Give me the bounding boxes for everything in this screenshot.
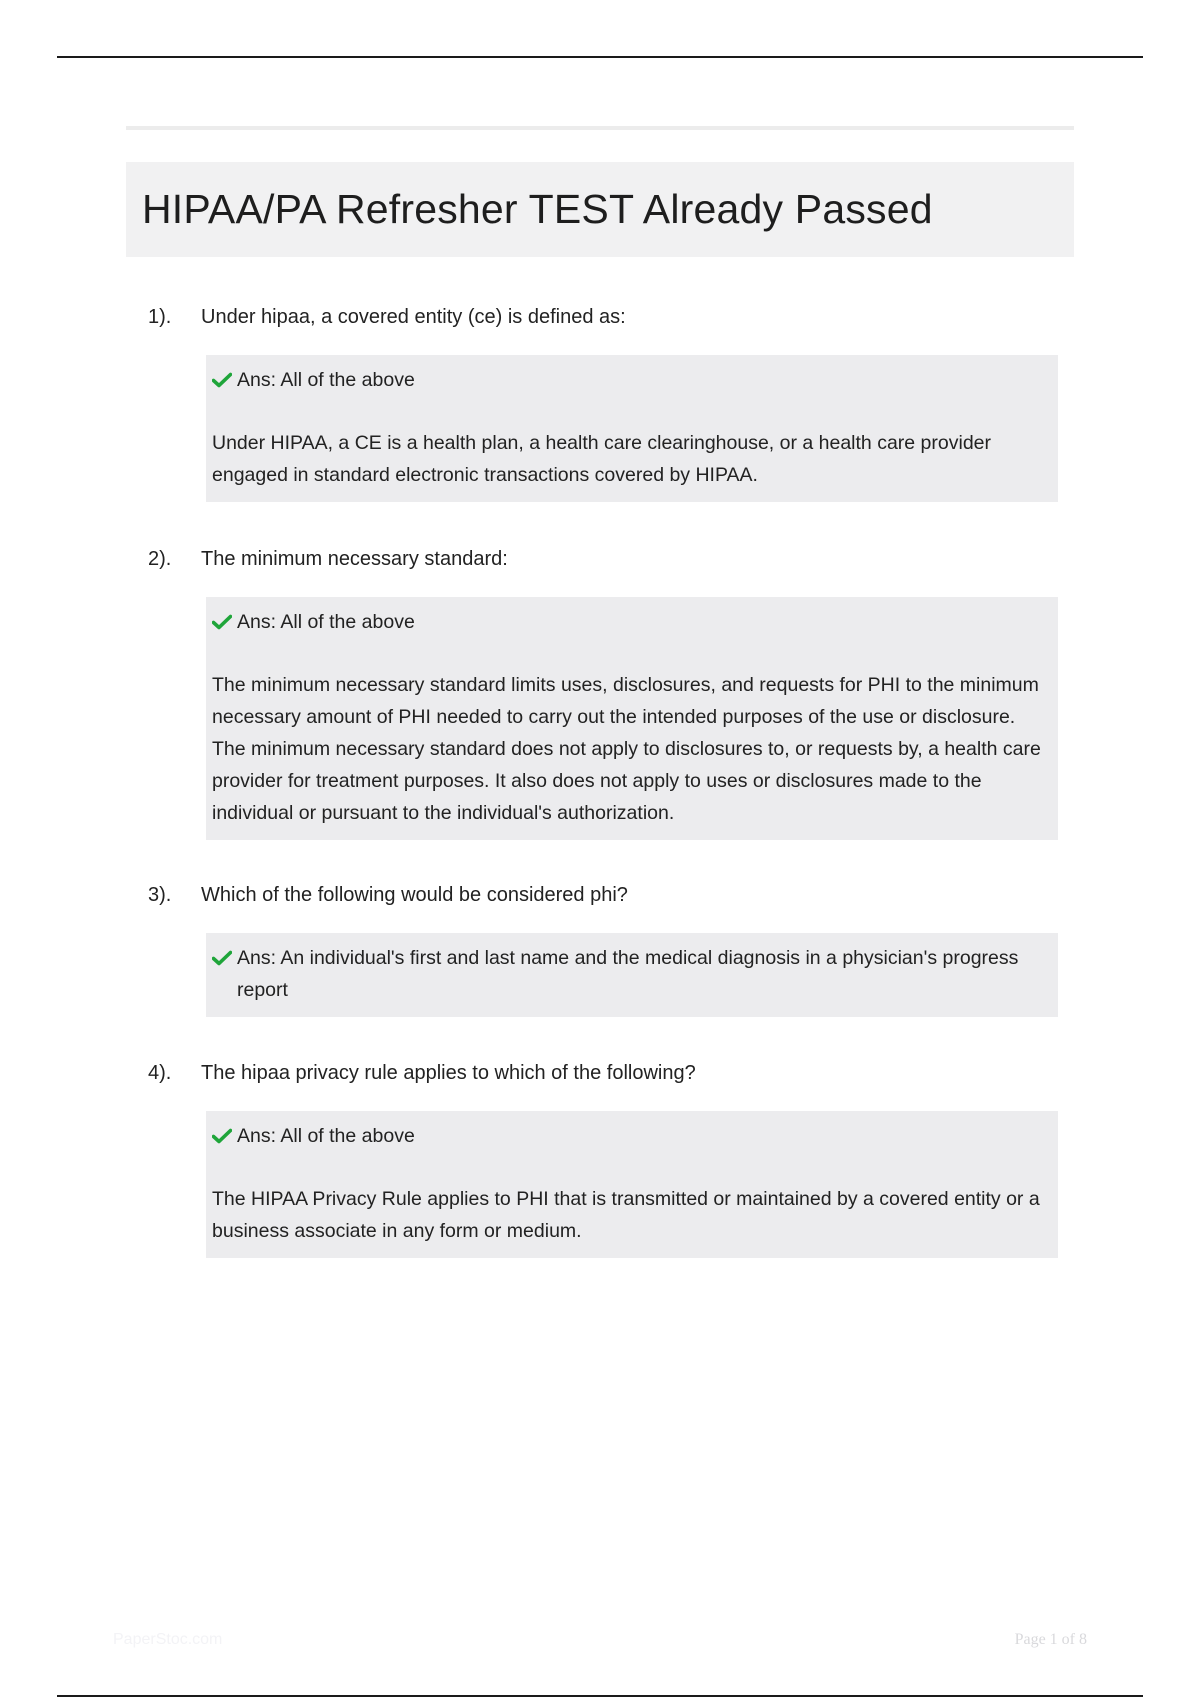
question-text: Under hipaa, a covered entity (ce) is defined as: bbox=[201, 306, 626, 328]
question-row bbox=[148, 884, 1058, 907]
question-row bbox=[148, 548, 1058, 571]
question-text: Which of the following would be considered phi? bbox=[201, 884, 628, 906]
question-item bbox=[148, 884, 1058, 1017]
question-number: 4). bbox=[148, 1062, 172, 1084]
question-number: 1). bbox=[148, 306, 172, 328]
answer-box bbox=[206, 597, 1058, 840]
footer-watermark: PaperStoc.com bbox=[113, 1631, 223, 1648]
page-number: Page 1 of 8 bbox=[1014, 1631, 1087, 1648]
answer-text: Ans: An individual's first and last name and the medical diagnosis in a physician's progress report bbox=[237, 947, 1019, 1001]
answer-explanation: Under HIPAA, a CE is a health plan, a health care clearinghouse, or a health care provider engaged in standard electronic transactions covered by HIPAA. bbox=[212, 432, 992, 486]
page-top-rule bbox=[57, 56, 1143, 58]
question-number: 3). bbox=[148, 884, 172, 906]
question-number: 2). bbox=[148, 548, 172, 570]
answer-text: Ans: All of the above bbox=[237, 611, 415, 633]
page-bottom-rule bbox=[57, 1695, 1143, 1697]
answer-box bbox=[206, 355, 1058, 502]
check-icon bbox=[212, 606, 232, 638]
check-icon bbox=[212, 364, 232, 396]
answer-text: Ans: All of the above bbox=[237, 1125, 415, 1147]
answer-line bbox=[212, 606, 1048, 638]
header-divider bbox=[126, 126, 1074, 130]
answer-line bbox=[212, 364, 1048, 396]
answer-box bbox=[206, 1111, 1058, 1258]
page-title: HIPAA/PA Refresher TEST Already Passed bbox=[142, 186, 933, 232]
question-item bbox=[148, 548, 1058, 840]
check-icon bbox=[212, 942, 232, 974]
answer-explanation: The minimum necessary standard limits uses, disclosures, and requests for PHI to the minimum necessary amount of PHI needed to carry out the intended purposes of the use or disclosure. The minimum necessary standard does not apply to disclosures to, or requests by, a health care provider for treatment purposes. It also does not apply to uses or disclosures made to the individual or pursuant to the individual's authorization. bbox=[212, 674, 1041, 824]
question-row bbox=[148, 1062, 1058, 1085]
question-text: The minimum necessary standard: bbox=[201, 548, 508, 570]
answer-text: Ans: All of the above bbox=[237, 369, 415, 391]
check-icon bbox=[212, 1120, 232, 1152]
answer-line bbox=[212, 1120, 1048, 1152]
question-text: The hipaa privacy rule applies to which of the following? bbox=[201, 1062, 696, 1084]
question-item bbox=[148, 306, 1058, 502]
question-item bbox=[148, 1062, 1058, 1258]
answer-explanation: The HIPAA Privacy Rule applies to PHI that is transmitted or maintained by a covered entity or a business associate in any form or medium. bbox=[212, 1188, 1040, 1242]
question-row bbox=[148, 306, 1058, 329]
title-banner bbox=[126, 162, 1074, 257]
answer-line bbox=[212, 942, 1048, 1006]
answer-box bbox=[206, 933, 1058, 1017]
